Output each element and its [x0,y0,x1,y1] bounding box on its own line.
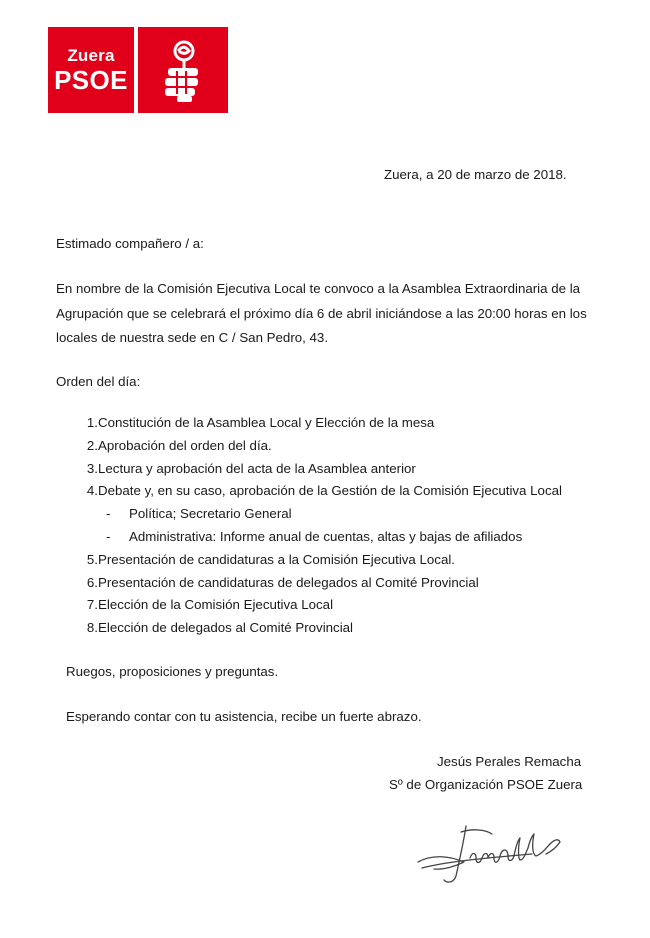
agenda-item [68,412,435,435]
fist-and-rose-icon [138,27,228,113]
subitem-text: Política; Secretario General [129,506,292,522]
agenda-item-number: 4. [86,483,98,499]
paragraph-line: locales de nuestra sede en C / San Pedro, 43. [56,330,329,345]
greeting: Estimado compañero / a: [56,236,204,251]
agenda-item-text: Presentación de candidaturas a la Comisión Ejecutiva Local. [98,551,456,567]
letter-date: Zuera, a 20 de marzo de 2018. [384,167,567,182]
intro-paragraph [56,277,586,351]
agenda-item [68,435,272,458]
agenda-item-number: 6. [86,574,98,590]
subitem-dash: - [106,506,111,522]
agenda-item [68,594,334,617]
subitem-dash: - [106,528,111,544]
agenda-item [68,549,456,572]
agenda-list [68,412,562,640]
logo-line-psoe: PSOE [54,65,128,95]
handwritten-signature [414,818,574,888]
agenda-item [68,617,353,640]
agenda-item [68,480,562,503]
agenda-item-number: 3. [86,460,98,476]
agenda-item-text: Presentación de candidaturas de delegados al Comité Provincial [98,574,479,590]
agenda-item [68,572,479,595]
signer-role: Sº de Organización PSOE Zuera [389,777,583,792]
agenda-title: Orden del día: [56,374,141,389]
agenda-item-number: 2. [86,437,98,453]
agenda-item-text: Lectura y aprobación del acta de la Asamblea anterior [98,460,416,476]
agenda-item-number: 8. [86,620,98,636]
closing-line: Esperando contar con tu asistencia, recibe un fuerte abrazo. [66,709,422,724]
agenda-subitem [68,526,523,549]
subitem-text: Administrativa: Informe anual de cuentas, altas y bajas de afiliados [129,528,523,544]
logo-line-zuera: Zuera [67,46,115,65]
agenda-item-number: 1. [86,415,98,430]
ruegos-line: Ruegos, proposiciones y preguntas. [66,664,279,679]
agenda-item-text: Constitución de la Asamblea Local y Elección de la mesa [98,415,435,430]
agenda-item-text: Elección de delegados al Comité Provincial [98,620,353,636]
signer-name: Jesús Perales Remacha [437,754,582,769]
psoe-zuera-logo [48,27,228,113]
agenda-item [68,458,416,481]
agenda-item-number: 7. [86,597,98,613]
paragraph-line: En nombre de la Comisión Ejecutiva Local te convoco a la Asamblea Extraordinaria de la [56,281,581,296]
fist-and-rose-graphic [155,38,211,102]
logo-text-block [48,27,134,113]
agenda-item-text: Elección de la Comisión Ejecutiva Local [98,597,334,613]
agenda-subitem [68,503,292,526]
agenda-item-number: 5. [86,551,98,567]
agenda-item-text: Debate y, en su caso, aprobación de la Gestión de la Comisión Ejecutiva Local [98,483,562,499]
agenda-item-text: Aprobación del orden del día. [98,437,272,453]
paragraph-line: Agrupación que se celebrará el próximo día 6 de abril iniciándose a las 20:00 horas en los [56,305,587,321]
